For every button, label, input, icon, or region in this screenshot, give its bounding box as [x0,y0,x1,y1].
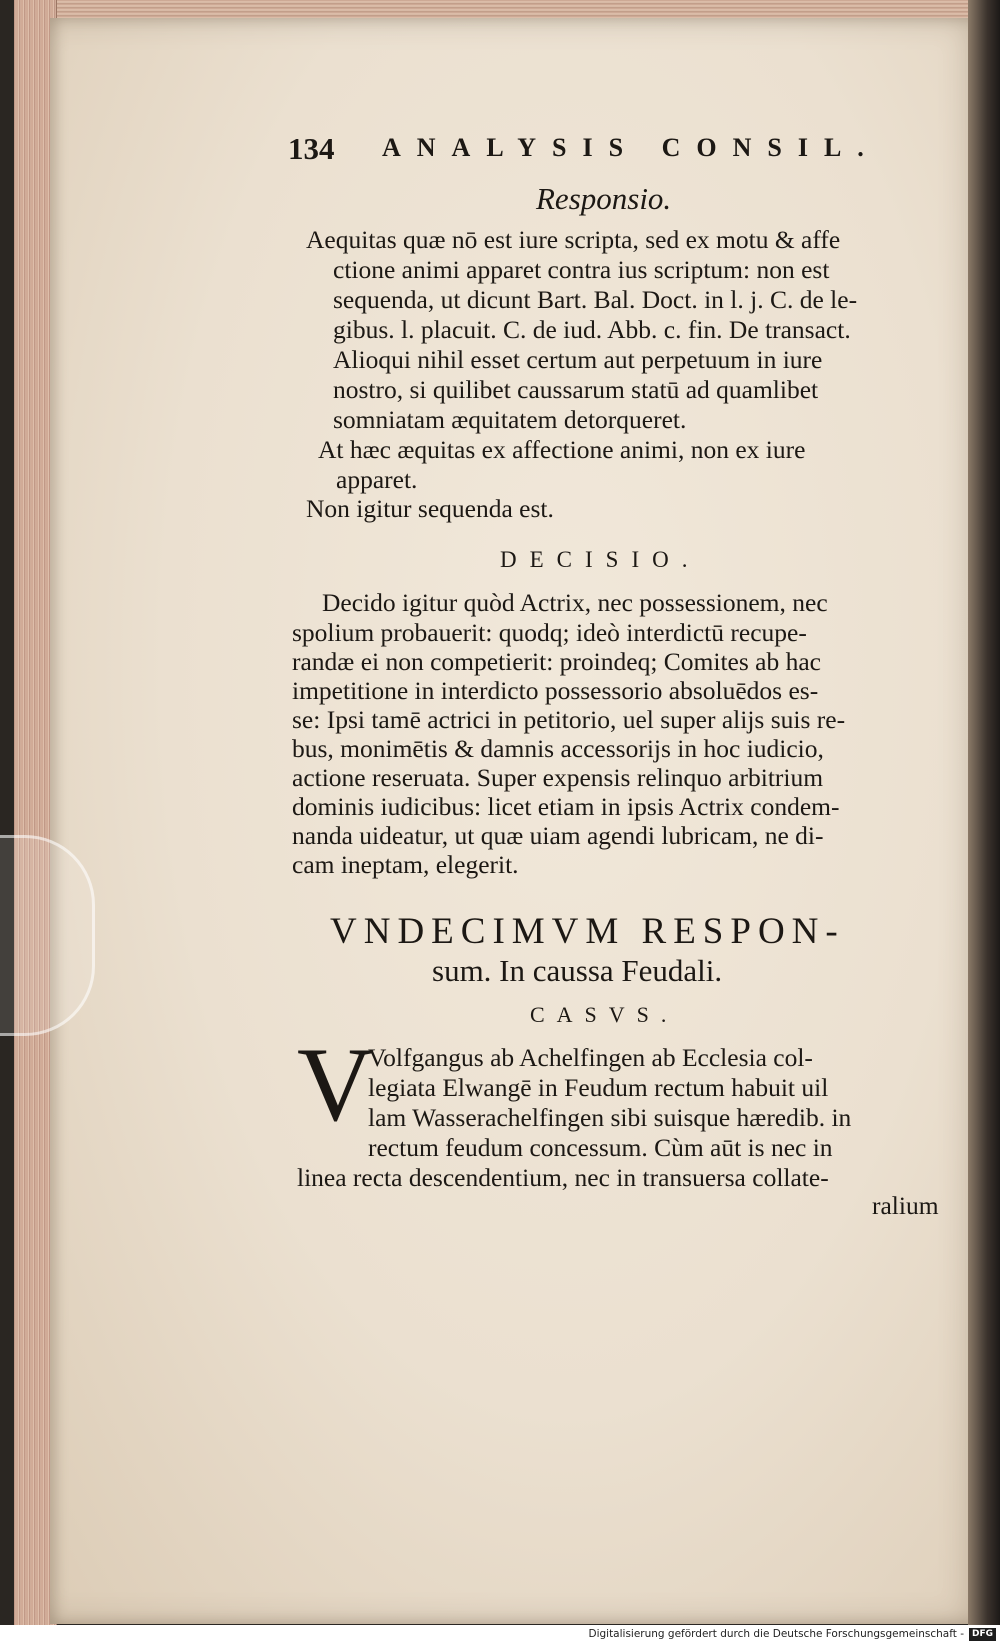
decisio-heading: DECISIO. [500,547,701,572]
page-number: 134 [288,131,335,166]
casus-line: Volfgangus ab Achelfingen ab Ecclesia col- [368,1043,813,1072]
casus-line: lam Wasserachelfingen sibi suisque hæredib. in [368,1103,852,1132]
decisio-line: actione reseruata. Super expensis relinquo arbitrium [292,763,824,792]
decisio-line: nanda uideatur, ut quæ uiam agendi lubricam, ne di- [292,821,824,850]
responsio-line: Aequitas quæ nō est iure scripta, sed ex motu & affe [306,225,841,254]
casus-line: linea recta descendentium, nec in transuersa collate- [297,1163,829,1192]
casus-heading: CASVS. [530,1002,679,1027]
catchword: ralium [872,1191,939,1220]
casus-line: legiata Elwangē in Feudum rectum habuit uil [368,1073,829,1102]
section-subtitle: sum. In caussa Feudali. [432,953,723,988]
running-title: ANALYSIS CONSIL. [382,133,880,162]
footer-credit: Digitalisierung gefördert durch die Deutsche Forschungsgemeinschaft - [588,1628,964,1640]
responsio-heading: Responsio. [536,181,672,216]
responsio-line: gibus. l. placuit. C. de iud. Abb. c. fin. De transact. [333,315,851,344]
page-clip [0,835,95,1036]
decisio-line: cam ineptam, elegerit. [292,850,519,879]
responsio-line: apparet. [336,465,418,494]
digitization-footer [0,1625,1000,1645]
decisio-line: Decido igitur quòd Actrix, nec possessionem, nec [322,588,828,617]
dfg-logo: DFG [969,1628,996,1641]
decisio-line: se: Ipsi tamē actrici in petitorio, uel super alijs suis re- [292,705,846,734]
responsio-line: Alioqui nihil esset certum aut perpetuum in iure [333,345,823,374]
decisio-line: bus, monimētis & damnis accessorijs in hoc iudicio, [292,734,824,763]
decisio-line: dominis iudicibus: licet etiam in ipsis Actrix condem- [292,792,840,821]
casus-line: rectum feudum concessum. Cùm aūt is nec in [368,1133,833,1162]
book-gutter [968,0,1000,1625]
section-title: VNDECIMVM RESPON- [330,911,845,952]
decisio-line: randæ ei non competierit: proindeq; Comites ab hac [292,647,821,676]
decisio-line: impetitione in interdicto possessorio absoluēdos es- [292,676,819,705]
responsio-line: sequenda, ut dicunt Bart. Bal. Doct. in l. j. C. de le- [333,285,858,314]
responsio-line: At hæc æquitas ex affectione animi, non ex iure [318,435,806,464]
responsio-line: nostro, si quilibet caussarum statū ad quamlibet [333,375,819,404]
decisio-line: spolium probauerit: quodq; ideò interdictū recupe- [292,618,807,647]
responsio-line: ctione animi apparet contra ius scriptum: non est [333,255,830,284]
responsio-line: somniatam æquitatem detorqueret. [333,405,687,434]
decorated-initial: V [297,1026,374,1143]
responsio-line: Non igitur sequenda est. [306,494,554,523]
